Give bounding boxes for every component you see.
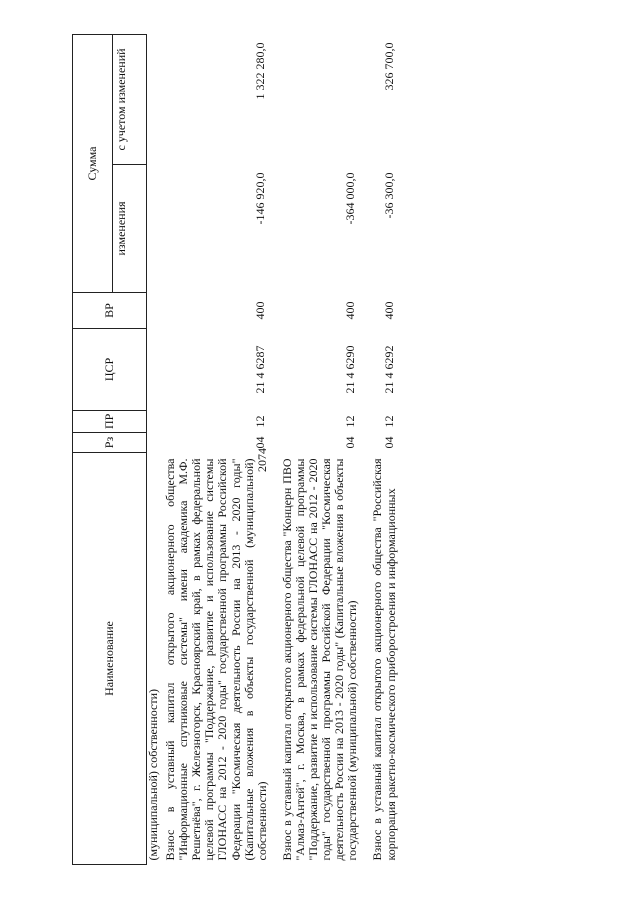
col-name-header: Наименование xyxy=(73,453,147,865)
row-total xyxy=(277,34,368,164)
row-change: -36 300,0 xyxy=(381,172,396,219)
row-pr: 12 xyxy=(343,415,358,428)
budget-table xyxy=(72,34,406,865)
row-csr: 21 4 6287 xyxy=(252,345,267,394)
continuation-row xyxy=(147,34,161,864)
row-pr: 12 xyxy=(381,415,396,428)
row-vr: 400 xyxy=(252,301,267,320)
row-rz: 04 xyxy=(381,436,396,449)
col-sum-header: Сумма xyxy=(73,34,113,292)
col-change-header: изменения xyxy=(113,165,147,293)
table-row xyxy=(277,34,368,864)
row-name: Взнос в уставный капитал открытого акционерного общества "Информационные спутниковые системы" имени академика М.Ф. Решетнёва", г. Железногорск, Красноярский край, в рамках федеральной целевой программы "Поддержание, развитие и использование системы ГЛОНАСС на 2012 - 2020 годы" государственной программы Российской Федерации "Космическая деятельность России на 2013 - 2020 годы" (Капитальные вложения в объекты государственной (муниципальной) собственности) xyxy=(163,458,269,861)
row-vr: 400 xyxy=(381,301,396,320)
row-change: -146 920,0 xyxy=(252,172,267,225)
table-row xyxy=(367,34,405,864)
row-rz: 04 xyxy=(252,436,267,449)
row-rz: 04 xyxy=(343,436,358,449)
row-pr: 12 xyxy=(252,415,267,428)
col-pr-header: ПР xyxy=(73,411,147,433)
table-row xyxy=(160,34,277,864)
row-name: Взнос в уставный капитал открытого акционерного общества "Концерн ПВО "Алмаз-Антей", г. Москва, в рамках федеральной целевой программы "Поддержание, развитие и использование системы ГЛОНАСС на 2012 - 2020 годы" государственной программы Российской Федерации "Космическая деятельность России на 2013 - 2020 годы" (Капитальные вложения в объекты государственной (муниципальной) собственности) xyxy=(279,458,360,861)
row-vr: 400 xyxy=(343,301,358,320)
col-rz-header: Рз xyxy=(73,433,147,453)
col-total-header: с учетом изменений xyxy=(113,34,147,164)
rotated-budget-page xyxy=(72,35,592,865)
row-total: 326 700,0 xyxy=(381,42,396,91)
col-vr-header: ВР xyxy=(73,293,147,329)
row-name: Взнос в уставный капитал открытого акционерного общества "Российская корпорация ракетно-космического приборостроения и информационных xyxy=(370,458,398,861)
row-csr: 21 4 6292 xyxy=(381,345,396,394)
col-csr-header: ЦСР xyxy=(73,329,147,411)
row-change: -364 000,0 xyxy=(343,172,358,225)
row-total: 1 322 280,0 xyxy=(252,42,267,100)
page-number: 2074 xyxy=(255,448,269,472)
continuation-text: (муниципальной) собственности) xyxy=(146,689,160,861)
header-row-1 xyxy=(73,34,113,864)
row-csr: 21 4 6290 xyxy=(343,345,358,394)
